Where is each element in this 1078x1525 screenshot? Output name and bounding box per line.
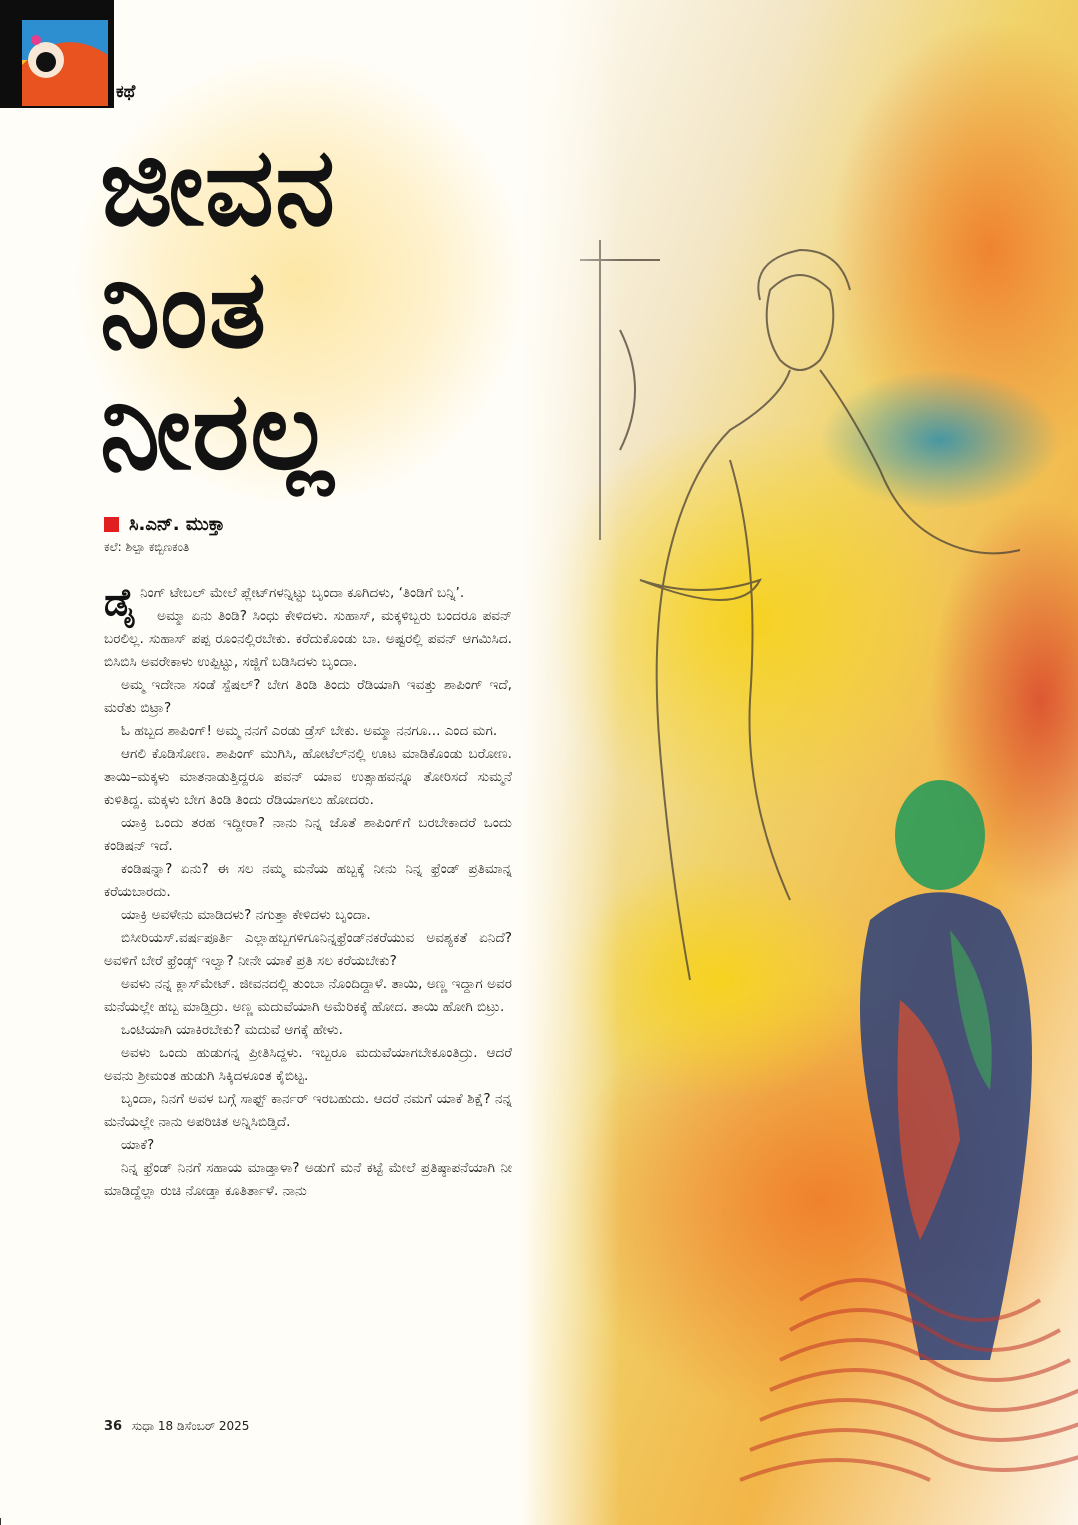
drop-cap: ಡೈ [104,579,137,624]
watercolor-artwork [520,0,1078,1525]
author-name: ಸಿ.ಎನ್‌. ಮುಕ್ತಾ [129,514,225,535]
paragraph: ಅವಳು ಒಂದು ಹುಡುಗನ್ನ ಪ್ರೀತಿಸಿದ್ದಳು. ಇಬ್ಬರೂ ಮದುವೆಯಾಗಬೇಕೂಂತಿದ್ರು. ಆದರೆ ಅವನು ಶ್ರೀಮಂತ ಹುಡುಗಿ ಸಿಕ್ಕಿದಳೂಂತ ಕೈಬಿಟ್ಟ. [104,1045,512,1084]
title-line: ನಿಂತ [100,246,268,372]
paragraph: ಡೈನಿಂಗ್ ಟೇಬಲ್ ಮೇಲೆ ಪ್ಲೇಟ್‌ಗಳನ್ನಿಟ್ಟು ಬೃಂದಾ ಕೂಗಿದಳು, ‘ತಿಂಡಿಗೆ ಬನ್ನಿ’. [104,579,465,624]
page-footer [104,1419,249,1434]
story-title [100,126,520,492]
red-square-bullet [104,517,119,532]
title-line: ನೀರಲ್ಲ [100,368,335,494]
paragraph: ಬೃಂದಾ, ನಿನಗೆ ಅವಳ ಬಗ್ಗೆ ಸಾಫ್ಟ್ ಕಾರ್ನರ್ ಇರಬಹುದು. ಆದರೆ ನಮಗೆ ಯಾಕೆ ಶಿಕ್ಷೆ? ನನ್ನ ಮನೆಯಲ್ಲೇ ನಾನು ಅಪರಿಚಿತ ಅನ್ನಿಸಿಬಿಡ್ತಿದೆ. [104,1091,512,1130]
paragraph: ಅವಳು ನನ್ನ ಕ್ಲಾಸ್‌ಮೇಟ್. ಜೀವನದಲ್ಲಿ ತುಂಬಾ ನೊಂದಿದ್ದಾಳೆ. ತಾಯಿ, ಅಣ್ಣ ಇದ್ದಾಗ ಅವರ ಮನೆಯಲ್ಲೇ ಹಬ್ಬ ಮಾಡ್ತಿದ್ರು. ಅಣ್ಣ ಮದುವೆಯಾಗಿ ಅಮೆರಿಕಕ್ಕೆ ಹೋದ. ತಾಯಿ ಹೋಗಿ ಬಿಟ್ರು. [104,976,512,1015]
paragraph: ಓ ಹಬ್ಬದ ಶಾಪಿಂಗ್! ಅಮ್ಮ ನನಗೆ ಎರಡು ಡ್ರೆಸ್ ಬೇಕು. ಅಮ್ಮಾ ನನಗೂ... ಎಂದ ಮಗ. [121,723,498,739]
paragraph: ಯಾಕ್ರಿ ಅವಳೇನು ಮಾಡಿದಳು? ನಗುತ್ತಾ ಕೇಳಿದಳು ಬೃಂದಾ. [121,907,371,923]
page-number: 36 [104,1419,123,1434]
crop-mark [0,1518,7,1525]
magazine-logo [0,0,114,108]
author-byline [104,514,225,535]
story-illustration [520,0,1078,1525]
paragraph: ನಿನ್ನ ಫ್ರೆಂಡ್ ನಿನಗೆ ಸಹಾಯ ಮಾಡ್ತಾಳಾ? ಅಡುಗೆ ಮನೆ ಕಟ್ಟೆ ಮೇಲೆ ಪ್ರತಿಷ್ಠಾಪನೆಯಾಗಿ ನೀ ಮಾಡಿದ್ದೆಲ್ಲಾ ರುಚಿ ನೋಡ್ತಾ ಕೂತಿರ್ತಾಳೆ. ನಾನು [104,1160,512,1199]
paragraph: ಆಗಲಿ ಕೊಡಿಸೋಣ. ಶಾಪಿಂಗ್ ಮುಗಿಸಿ, ಹೋಟೆಲ್‌ನಲ್ಲಿ ಊಟ ಮಾಡಿಕೊಂಡು ಬರೋಣ. ತಾಯಿ–ಮಕ್ಕಳು ಮಾತನಾಡುತ್ತಿದ್ದರೂ ಪವನ್ ಯಾವ ಉತ್ಸಾಹವನ್ನೂ ತೋರಿಸದೆ ಸುಮ್ಮನೆ ಕುಳಿತಿದ್ದ. ಮಕ್ಕಳು ಬೇಗ ತಿಂಡಿ ತಿಂದು ರೆಡಿಯಾಗಲು ಹೋದರು. [104,746,512,808]
illustration-credit: ಕಲೆ: ಶಿಲ್ಪಾ ಕಬ್ಬಿಣಕಂತಿ [104,540,190,554]
paragraph: ಬಿಸೀರಿಯಸ್.ವರ್ಷಪೂರ್ತಿ ಎಲ್ಲಾಹಬ್ಬಗಳಿಗೂನಿನ್ನಫ್ರೆಂಡ್‌ನಕರೆಯುವ ಅವಶ್ಯಕತೆ ಏನಿದೆ? ಅವಳಿಗೆ ಬೇರೆ ಫ್ರೆಂಡ್ಸ್ ಇಲ್ವಾ? ನೀನೇ ಯಾಕೆ ಪ್ರತಿ ಸಲ ಕರೆಯಬೇಕು? [104,930,512,969]
publication-info: ಸುಧಾ 18 ಡಿಸೆಂಬರ್ 2025 [131,1419,250,1433]
paragraph: ಅಮ್ಮಾ ಏನು ತಿಂಡಿ? ಸಿಂಧು ಕೇಳಿದಳು. ಸುಹಾಸ್, ಮಕ್ಕಳಿಬ್ಬರು ಬಂದರೂ ಪವನ್ ಬರಲಿಲ್ಲ. ಸುಹಾಸ್ ಪಪ್ಪ ರೂಂನಲ್ಲಿರಬೇಕು. ಕರೆದುಕೊಂಡು ಬಾ. ಅಷ್ಟರಲ್ಲಿ ಪವನ್ ಆಗಮಿಸಿದ. ಬಿಸಿಬಿಸಿ ಅವರೇಕಾಳು ಉಪ್ಪಿಟ್ಟು, ಸಜ್ಜಿಗೆ ಬಡಿಸಿದಳು ಬೃಂದಾ. [104,608,512,670]
paragraph: ಅಮ್ಮ ಇದೇನಾ ಸಂಡೆ ಸ್ಪೆಷಲ್? ಬೇಗ ತಿಂಡಿ ತಿಂದು ರೆಡಿಯಾಗಿ ಇವತ್ತು ಶಾಪಿಂಗ್ ಇದೆ, ಮರೆತು ಬಿಟ್ರಾ? [104,677,512,716]
paragraph: ಯಾಕ್ರಿ ಒಂದು ತರಹ ಇದ್ದೀರಾ? ನಾನು ನಿನ್ನ ಜೊತೆ ಶಾಪಿಂಗ್‌ಗೆ ಬರಬೇಕಾದರೆ ಒಂದು ಕಂಡಿಷನ್ ಇದೆ. [104,815,512,854]
title-line: ಜೀವನ [100,124,337,250]
logo-icon [22,20,108,106]
paragraph: ಯಾಕೆ? [121,1137,155,1153]
section-label: ಕಥೆ [116,82,136,102]
paragraph: ಕಂಡಿಷನ್ನಾ? ಏನು? ಈ ಸಲ ನಮ್ಮ ಮನೆಯ ಹಬ್ಬಕ್ಕೆ ನೀನು ನಿನ್ನ ಫ್ರೆಂಡ್ ಪ್ರತಿಮಾನ್ನ ಕರೆಯಬಾರದು. [104,861,512,900]
paragraph: ಒಂಟಿಯಾಗಿ ಯಾಕಿರಬೇಕು? ಮದುವೆ ಆಗಕ್ಕೆ ಹೇಳು. [121,1022,343,1038]
story-body [104,579,512,1203]
